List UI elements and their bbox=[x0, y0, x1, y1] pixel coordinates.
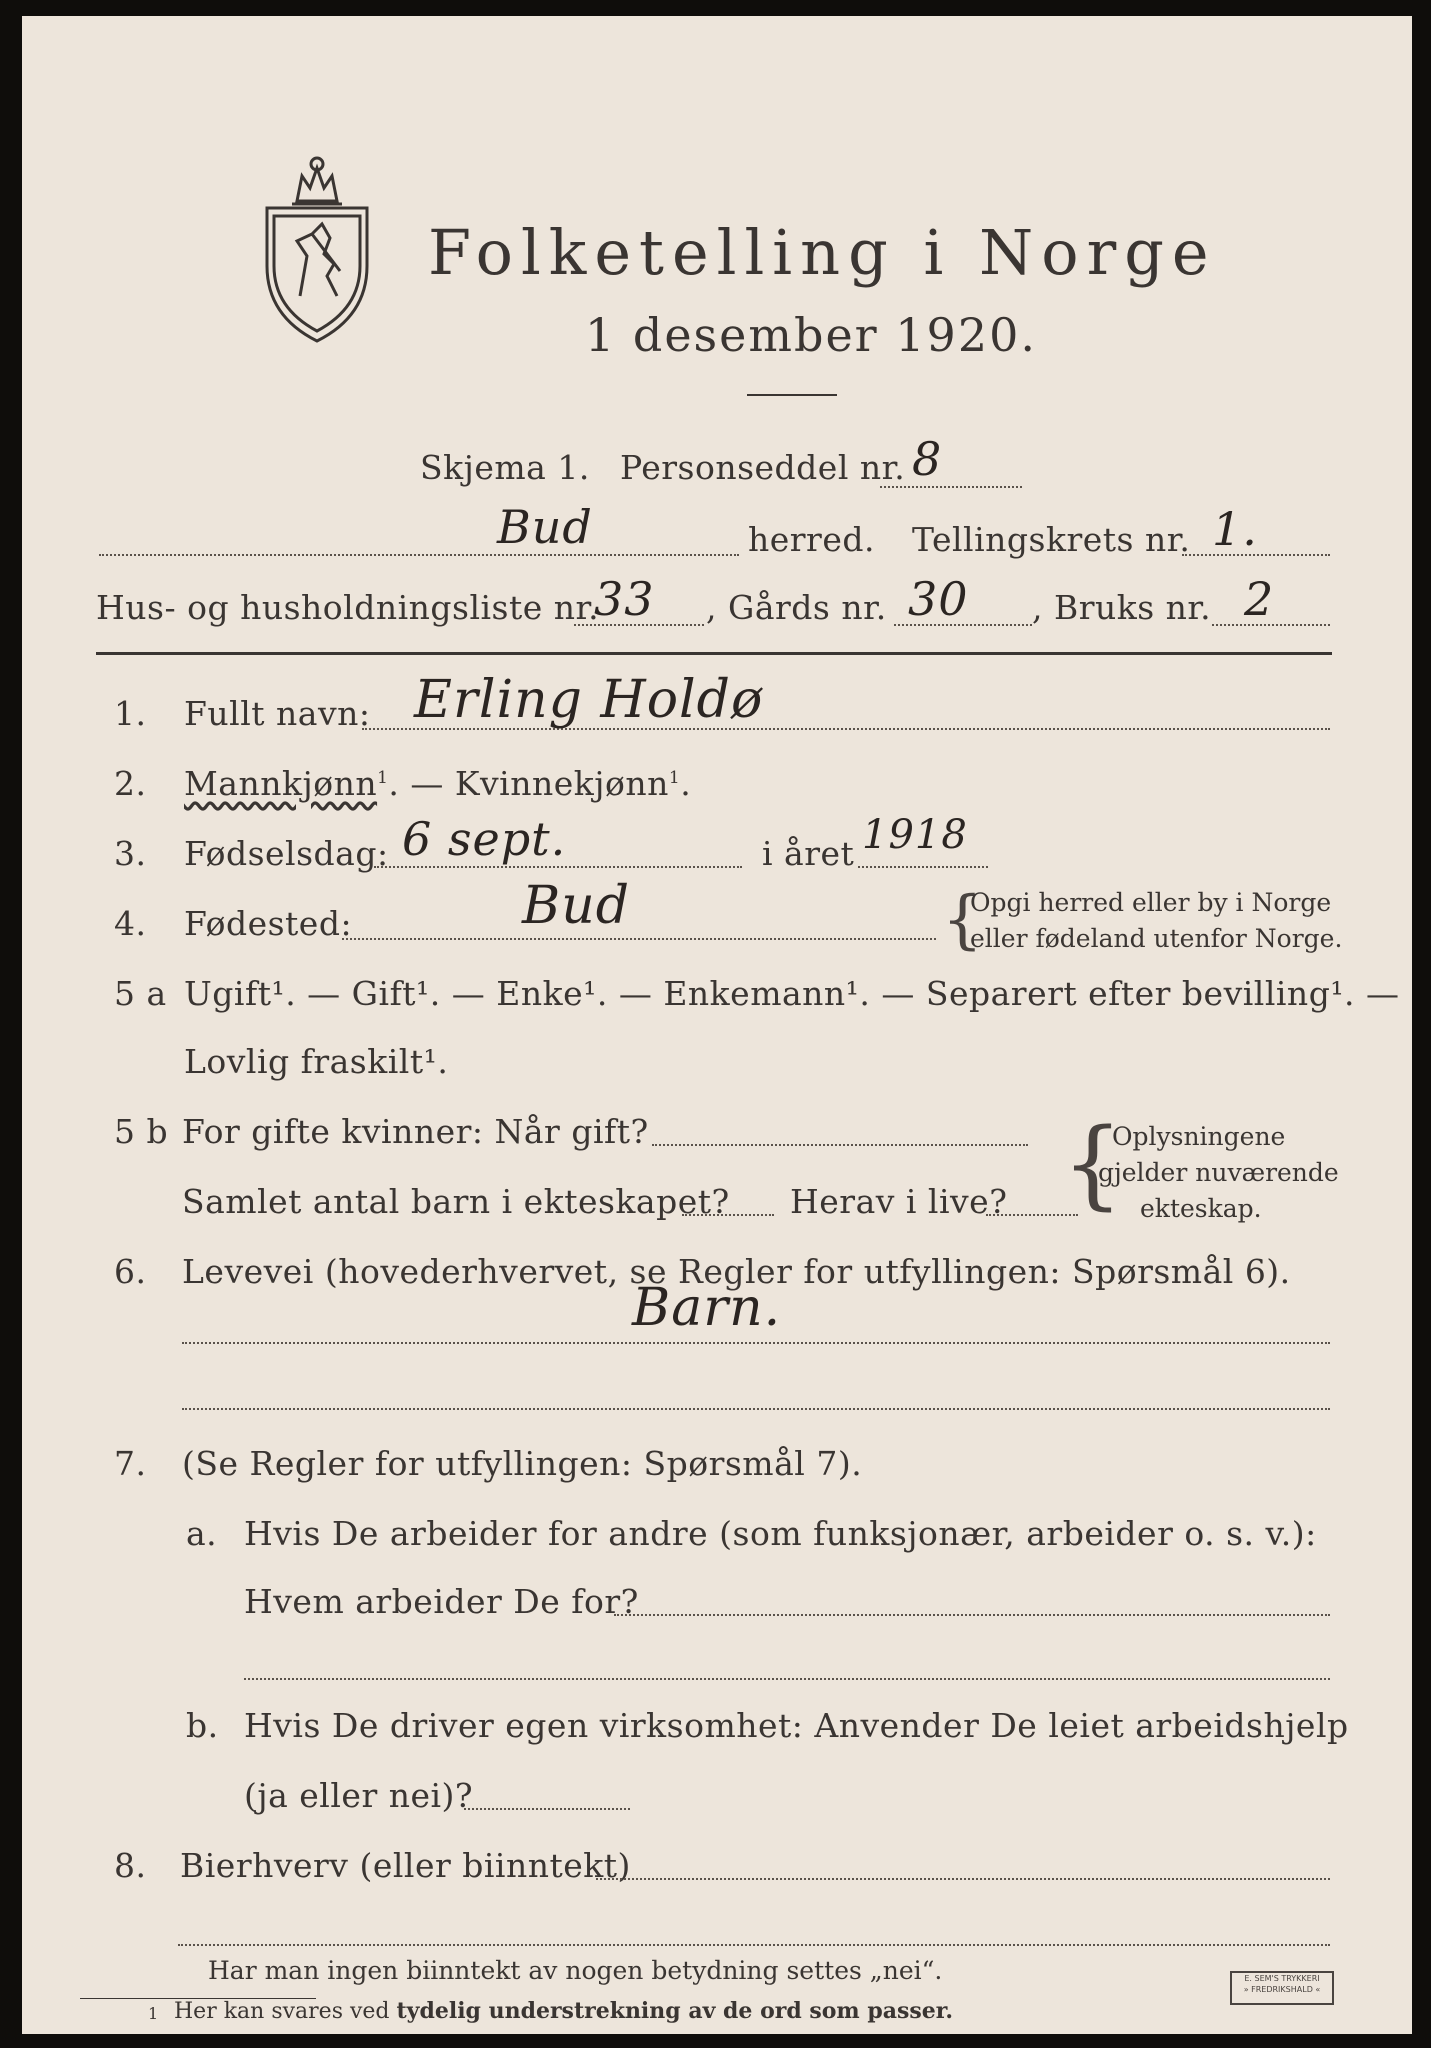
herred-label: herred. bbox=[748, 520, 875, 559]
q1-number: 1. bbox=[114, 694, 147, 733]
q5b-married-when-label: For gifte kvinner: Når gift? bbox=[182, 1112, 649, 1151]
q3-year-value: 1918 bbox=[862, 812, 968, 858]
herred-field bbox=[99, 554, 739, 556]
bruks-label: , Bruks nr. bbox=[1032, 588, 1212, 627]
q6-field-line1 bbox=[182, 1342, 1330, 1344]
q5b-alive-label: Herav i live? bbox=[790, 1182, 1008, 1221]
q6-occupation-value: Barn. bbox=[632, 1278, 782, 1338]
q4-label: Fødested: bbox=[184, 904, 353, 943]
q7a-letter: a. bbox=[186, 1514, 218, 1553]
q5b-children-label: Samlet antal barn i ekteskapet? bbox=[182, 1182, 730, 1221]
q6-number: 6. bbox=[114, 1252, 147, 1291]
q7-label: (Se Regler for utfyllingen: Spørsmål 7). bbox=[182, 1444, 863, 1483]
q2-female-sup: 1 bbox=[668, 768, 681, 788]
q3-year-field bbox=[858, 866, 988, 868]
q3-number: 3. bbox=[114, 834, 147, 873]
q5a-number: 5 a bbox=[114, 974, 167, 1013]
footnote-text: Her kan svares ved bbox=[174, 1999, 397, 2024]
q5a-marital-options-cont: Lovlig fraskilt¹. bbox=[184, 1042, 449, 1081]
skjema-label: Skjema 1. bbox=[420, 448, 590, 487]
census-date: 1 desember 1920. bbox=[585, 308, 1037, 362]
q2-number: 2. bbox=[114, 764, 147, 803]
q5b-number: 5 b bbox=[114, 1112, 169, 1151]
q7a-employer-field-line2 bbox=[244, 1678, 1330, 1680]
q5b-note-line3: ekteskap. bbox=[1140, 1194, 1262, 1223]
norwegian-coat-of-arms-icon bbox=[252, 146, 382, 346]
q7b-letter: b. bbox=[186, 1706, 219, 1745]
q3-birthday-field bbox=[374, 866, 742, 868]
hus-value: 33 bbox=[594, 572, 655, 626]
q4-birthplace-field bbox=[342, 938, 936, 940]
q8-label: Bierhverv (eller biinntekt) bbox=[180, 1846, 631, 1885]
note-nei: Har man ingen biinntekt av nogen betydning settes „nei“. bbox=[208, 1956, 943, 1985]
q2-gender-line bbox=[184, 764, 691, 803]
herred-value: Bud bbox=[497, 500, 593, 554]
q1-label: Fullt navn: bbox=[184, 694, 371, 733]
q7b-line2: (ja eller nei)? bbox=[244, 1776, 474, 1815]
q6-label: Levevei (hovederhvervet, se Regler for utfyllingen: Spørsmål 6). bbox=[182, 1252, 1291, 1291]
q2-end: . bbox=[680, 764, 692, 803]
personseddel-label: Personseddel nr. bbox=[620, 448, 906, 487]
q8-number: 8. bbox=[114, 1846, 147, 1885]
q7a-employer-field bbox=[614, 1614, 1330, 1616]
q5b-note-line2: gjelder nuværende bbox=[1098, 1158, 1339, 1187]
q7a-line1: Hvis De arbeider for andre (som funksjonær, arbeider o. s. v.): bbox=[244, 1514, 1317, 1553]
tellingskrets-value: 1. bbox=[1212, 502, 1258, 556]
q3-year-label: i året bbox=[762, 834, 855, 873]
q2-female-option: Kvinnekjønn bbox=[454, 764, 669, 803]
q7b-hired-help-field bbox=[464, 1808, 630, 1810]
tellingskrets-label: Tellingskrets nr. bbox=[912, 520, 1191, 559]
q2-separator: . — bbox=[388, 764, 455, 803]
q4-note-line1: Opgi herred eller by i Norge bbox=[970, 888, 1332, 917]
personseddel-field bbox=[880, 486, 1022, 488]
hus-label: Hus- og husholdningsliste nr. bbox=[96, 588, 600, 627]
q5a-marital-options: Ugift¹. — Gift¹. — Enke¹. — Enkemann¹. — Separert efter bevilling¹. — bbox=[184, 974, 1400, 1013]
q1-full-name: Erling Holdø bbox=[414, 670, 764, 730]
bruks-value: 2 bbox=[1244, 572, 1275, 626]
q2-male-option: Mannkjønn bbox=[184, 764, 378, 803]
q4-note-brace: { bbox=[942, 883, 983, 957]
gards-label: , Gårds nr. bbox=[706, 588, 887, 627]
title-divider bbox=[747, 394, 837, 396]
personseddel-value: 8 bbox=[912, 432, 943, 486]
form-title: Folketelling i Norge bbox=[428, 216, 1217, 289]
census-form-page bbox=[22, 16, 1412, 2034]
q2-male-sup: 1 bbox=[377, 768, 389, 788]
q5b-note-line1: Oplysningene bbox=[1112, 1122, 1286, 1151]
q7a-line2: Hvem arbeider De for? bbox=[244, 1582, 639, 1621]
printer-stamp-line1: E. SEM'S TRYKKERI bbox=[1244, 1974, 1320, 1983]
gards-value: 30 bbox=[908, 572, 969, 626]
q4-note-line2: eller fødeland utenfor Norge. bbox=[970, 924, 1343, 953]
q5b-note-brace: { bbox=[1062, 1108, 1124, 1220]
header-separator bbox=[96, 652, 1332, 655]
q4-birthplace-value: Bud bbox=[522, 876, 630, 936]
q8-side-income-field-line2 bbox=[178, 1944, 1330, 1946]
q7b-line1: Hvis De driver egen virksomhet: Anvender De leiet arbeidshjelp bbox=[244, 1706, 1349, 1745]
printer-stamp bbox=[1230, 1971, 1334, 2005]
printer-stamp-line2: » FREDRIKSHALD « bbox=[1243, 1985, 1321, 1994]
q5b-children-field bbox=[682, 1214, 774, 1216]
q8-side-income-field bbox=[596, 1878, 1330, 1880]
q5b-married-when-field bbox=[652, 1144, 1028, 1146]
footnote-mark: 1 bbox=[148, 2004, 159, 2023]
q7-number: 7. bbox=[114, 1444, 147, 1483]
footnote bbox=[174, 1998, 953, 2024]
q3-label: Fødselsdag: bbox=[184, 834, 389, 873]
q3-birthday-value: 6 sept. bbox=[402, 812, 567, 866]
q6-field-line2 bbox=[182, 1408, 1330, 1410]
q4-number: 4. bbox=[114, 904, 147, 943]
footnote-bold: tydelig understrekning av de ord som passer. bbox=[396, 1998, 954, 2024]
